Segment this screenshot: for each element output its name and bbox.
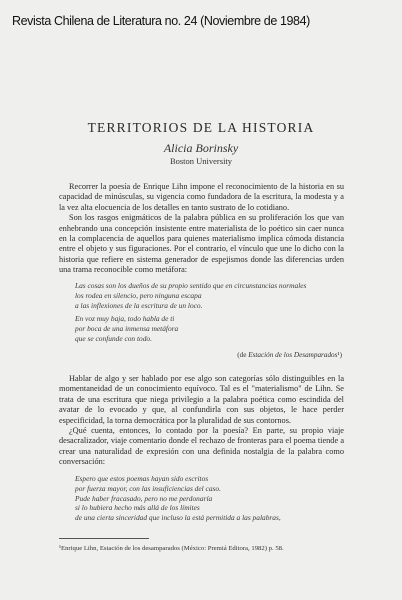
citation-title: Estación de los Desamparados [248,351,338,359]
verse-line: Pude haber fracasado, pero no me perdonaría [75,493,213,503]
verse-line: los rodea en silencio, pero ninguna escapa [75,290,202,300]
verse-line: por fuerza mayor, con las insuficiencias del caso. [75,483,221,493]
quote-citation [237,351,342,359]
article-title: TERRITORIOS DE LA HISTORIA [87,120,315,135]
verse-line: de una cierta sinceridad que incluso la está permitida a las palabras, [75,513,281,523]
footnote-rule [59,538,149,539]
body-section-2 [59,374,344,468]
paragraph: Son los rasgos enigmáticos de la palabra pública en su proliferación los que van enhebrando una concepción insistente entre materialista de lo poético sin caer nunca en la complacencia de aquellos para quienes materialismo implica cómoda distancia entre el objeto y sus figuraciones. Por el contrario, el vínculo que une lo dicho con la historia que refiere en sistema generador de espejismos donde las diferencias urden una trama reconocible como metáfora: [59,213,344,275]
verse-line: En voz muy baja, todo habla de ti [75,314,175,324]
paragraph: Recorrer la poesía de Enrique Lihn impone el reconocimiento de la historia en su capacidad de minúsculas, su vigencia como fundadora de la escritura, la modesta y a la vez alta elocuencia de los detalles en tanto sustrato de lo cotidiano. [59,182,344,212]
citation-suffix: ¹) [337,351,342,359]
verse-line: que se confunde con todo. [75,333,152,343]
paragraph: ¿Qué cuenta, entonces, lo contado por la poesía? En parte, su propio viaje desacralizador, viaje comentario donde el rechazo de fronteras para el poema tiende a crear una naturalidad de expresión con una definida nostalgia de la palabra como conversación: [59,426,344,467]
verse-quote-1 [75,281,335,344]
author-affiliation: Boston University [169,156,233,166]
verse-line: Las cosas son los dueños de su propio sentido que en circunstancias normales [75,281,307,290]
verse-line: Espero que estos poemas hayan sido escritos [75,474,209,483]
article-author: Alicia Borinsky [163,141,239,155]
footnote: ¹Enrique Lihn, Estación de los desamparados (México: Premiá Editora, 1982) p. 58. [59,545,284,552]
verse-line: si lo hubiera hecho más allá de los límites [75,503,200,513]
verse-line: por boca de una inmensa metáfora [75,324,179,334]
verse-quote-2 [75,474,335,523]
paragraph: Hablar de algo y ser hablado por ese algo son categorías sólo distinguibles en la momentaneidad de un conocimiento equívoco. Tal es el "materialismo" de Lihn. Se trata de una escritura que niega privilegio a la palabra poética como escindida del avatar de lo evocado y que, al confundirla con sus objetos, le hace perder especificidad, la torna democrática por la pluralidad de sus contornos. [59,374,344,425]
body-section-1 [59,182,344,276]
verse-line: a las inflexiones de la escritura de un loco. [75,300,203,310]
running-head: Revista Chilena de Literatura no. 24 (Noviembre de 1984) [12,14,310,28]
citation-prefix: (de [237,351,249,359]
